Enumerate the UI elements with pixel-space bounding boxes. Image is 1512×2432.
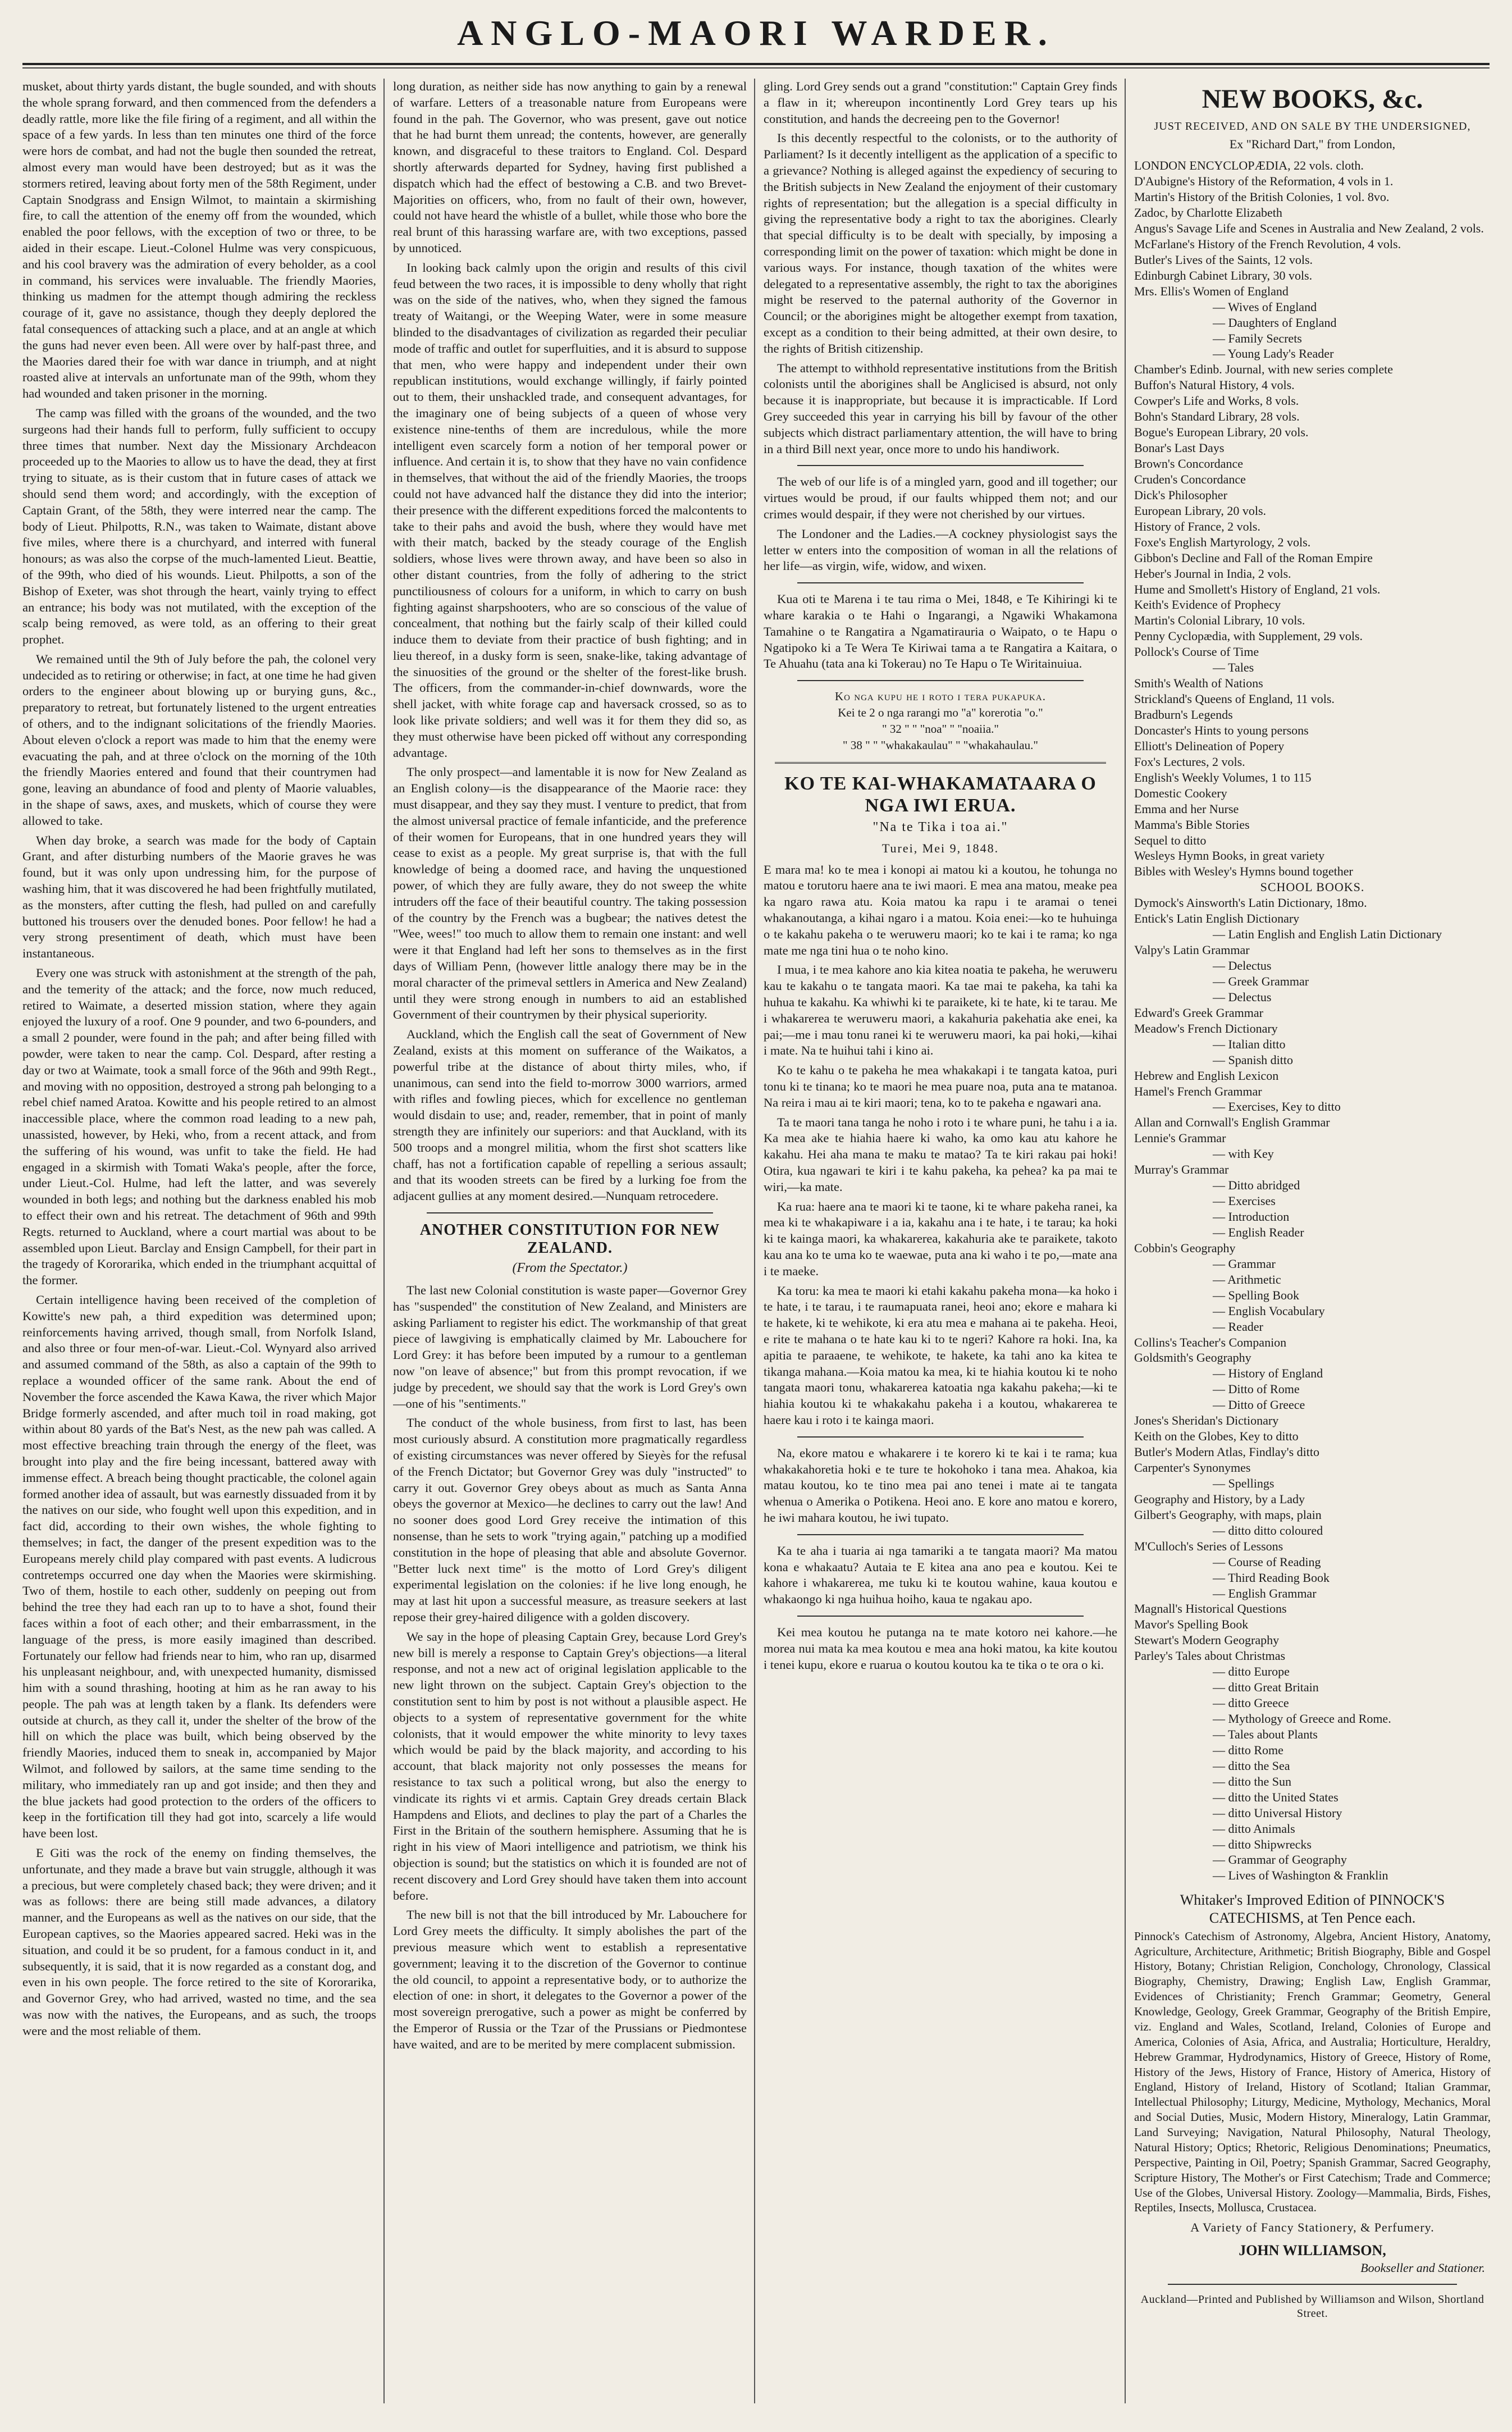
book-list-item: LONDON ENCYCLOPÆDIA, 22 vols. cloth. bbox=[1134, 158, 1364, 173]
book-list-item: Foxe's English Martyrology, 2 vols. bbox=[1134, 535, 1311, 549]
book-list-item: — Greek Grammar bbox=[1213, 974, 1309, 988]
article-paragraph: Is this decently respectful to the colonists, or to the authority of Parliament? Is it decently intelligent as the application of a specific to a grievance? Nothing is alleged against the expediency of securing to the British subjects in New Zealand the enjoyment of their customary rights of representation; but the allegation is a special difficulty in giving the representative body a right to tax the aborigines. Clearly that special difficulty is to be dealt with specially, by imposing a corresponding limit on the power of taxation: which might be done in various ways. For instance, though taxation of the whites were delegated to a representative assembly, the right to tax the aborigines might be reserved to the paternal authority of the Governor in Council; or the aborigines might be altogether exempt from taxation, except as a condition to their being admitted, at their own desire, to the rights of British citizenship. bbox=[764, 131, 1117, 355]
column-divider bbox=[383, 79, 385, 2403]
book-list-item: — Spellings bbox=[1213, 1476, 1275, 1490]
quote-paragraph: The web of our life is of a mingled yarn, good and ill together; our virtues would be proud, if our faults whipped them not; and our crimes would despair, if they were not cherished by our virtues. bbox=[764, 474, 1117, 521]
book-list-item: — English Vocabulary bbox=[1213, 1303, 1325, 1318]
stationery-note: A Variety of Fancy Stationery, & Perfumery. bbox=[1190, 2220, 1435, 2235]
book-list-item: Dick's Philosopher bbox=[1134, 487, 1227, 502]
book-list-item: D'Aubigne's History of the Reformation, 4 vols in 1. bbox=[1134, 174, 1394, 189]
book-list-item: — Wives of England bbox=[1213, 299, 1317, 314]
article-paragraph: When day broke, a search was made for the body of Captain Grant, and after disturbing numbers of the Maorie graves he was found, but it was only upon undressing him, for the purpose of washing him, that it was discovered he had been frightfully mutilated, as the monsters, after cutting the flesh, had pulled on and carefully buttoned his trousers over the denuded bones. Poor fellow! he had a very strong presentiment of death, which must have been instantaneous. bbox=[22, 833, 376, 961]
book-list-item: — Tales bbox=[1213, 660, 1254, 675]
section-divider bbox=[797, 1436, 1084, 1438]
masthead-rule bbox=[22, 63, 1490, 65]
book-list-item: Mrs. Ellis's Women of England bbox=[1134, 284, 1289, 298]
book-list-item: — ditto the United States bbox=[1213, 1790, 1339, 1804]
book-list-item: Martin's History of the British Colonies, 1 vol. 8vo. bbox=[1134, 190, 1390, 204]
book-list-item: Fox's Lectures, 2 vols. bbox=[1134, 754, 1245, 769]
book-list-item: Hume and Smollett's History of England, 21 vols. bbox=[1134, 582, 1381, 596]
book-list-item: Sequel to ditto bbox=[1134, 833, 1207, 847]
book-list-item: Domestic Cookery bbox=[1134, 786, 1227, 800]
book-list-item: — ditto the Sea bbox=[1213, 1758, 1290, 1773]
maori-paragraph: E mara ma! ko te mea i konopi ai matou ki a koutou, he tohunga no matou e torutoru haere ana te iwi maori. E mea ana matou, meake pea ka ngaro rawa atu. Koia matou ka rapu i te aramai o tenei whakanoutanga, a kihai ngaro i a matou. Koia enei:—ko te huhuinga o te kakahu pakeha o te weruweru maori; ko te kai i te rama; ko nga mate me nga tini hua o te noho kino. bbox=[764, 862, 1117, 957]
maori-paragraph: Kei mea koutou he putanga na te mate kotoro nei kahore.—he morea nui mata ka mea koutou e mea ana hoki matou, ka kite koutou i tenei kupu, ekore e ruarua o koutou koutou ka te tika o te ora o ki. bbox=[764, 1625, 1117, 1672]
book-list-item: — English Grammar bbox=[1213, 1586, 1317, 1600]
book-list-item: Entick's Latin English Dictionary bbox=[1134, 911, 1300, 926]
article-paragraph: In looking back calmly upon the origin and results of this civil feud between the two races, it is impossible to deny wholly that right was on the side of the natives, who, when they signed the famous treaty of Waitangi, or the Weeping Water, were in some measure blinded to the disadvantages of civilization as regarded their peculiar mode of traffic and outlet for superfluities, and it is absurd to suppose that men, who were happy and independent under their own republican institutions, would exchange willingly, if fairly pointed out to them, their unshackled trade, and consequent advantages, for the imaginary one of being subjects of a queen of whose very existence nine-tenths of them are incredulous, while the more intelligent even scarcely form a notion of her temporal power or influence. And certain it is, to show that they have no vain confidence in themselves, that without the aid of the friendly Maories, the troops could not have advanced half the distance they did into the interior; their presence with the different expeditions forced the malcontents to take to their pahs and avoid the bush, where they would have met with their match, backed by the steady courage of the English soldiers, whose lives were thrown away, and have been so also in other distant countries, from the folly of adhering to the strict punctiliousness of colours for a uniform, in which to carry on bush fighting against sharpshooters, who are so conscious of the value of concealment, that nothing but the fairly scalp of their killed could induce them to deviate from their practice of bush fighting; and in lieu thereof, in a dusky form is seen, snake-like, taking advantage of the sinuosities of the ground or the shelter of the forest-like brush. The officers, from the commander-in-chief downwards, wore the shell jacket, with white forage cap and haversack crossed, so as to look like private soldiers; and well was it for them they did so, as they must otherwise have been picked off without any corresponding advantage. bbox=[393, 260, 747, 760]
book-list-item: Hebrew and English Lexicon bbox=[1134, 1068, 1279, 1083]
article-paragraph: gling. Lord Grey sends out a grand "constitution:" Captain Grey finds a flaw in it; whereupon incontinently Lord Grey tears up his constitution, and hands the decreeing pen to the Governor! bbox=[764, 79, 1117, 126]
book-list-item: Bonar's Last Days bbox=[1134, 441, 1225, 455]
book-list-item: Cowper's Life and Works, 8 vols. bbox=[1134, 394, 1299, 408]
maori-paragraph: Ka te aha i tuaria ai nga tamariki a te tangata maori? Ma matou kona e whakaatu? Autaia te E kitea ana ano pea e koutou. Kei te kahore i whakarerea, me tuku ki te koutou wahine, kaua koutou e whakaongo ki nga huihua hoiho, kaua te ngakau apo. bbox=[764, 1543, 1117, 1607]
book-list-item: — Spanish ditto bbox=[1213, 1052, 1294, 1067]
book-list-item: Keith on the Globes, Key to ditto bbox=[1134, 1429, 1299, 1444]
book-list-item: Parley's Tales about Christmas bbox=[1134, 1649, 1286, 1663]
maori-motto: "Na te Tika i toa ai." bbox=[873, 819, 1008, 834]
masthead-rule-thin bbox=[22, 67, 1490, 69]
book-list-item: Carpenter's Synonymes bbox=[1134, 1461, 1251, 1475]
book-list-item: — ditto Great Britain bbox=[1213, 1680, 1319, 1695]
article-paragraph: The conduct of the whole business, from first to last, has been most curiously absurd. A constitution more pragmatically regardless of existing circumstances was never offered by Sieyès for the refusal of the French Dictator; but Governor Grey was duly "instructed" to carry it out. Governor Grey obeys about as much as Santa Anna obeys the governor at Mexico—he declines to carry out the law! And no sooner does good Lord Grey receive the intimation of this nonsense, than he sets to work "trying again," patching up a modified constitution in the hope of pleasing that able and absolute Governor. "Better luck next time" is the motto of Lord Grey's diligent experimental legislation on the colonies: if he live long enough, he may at last hit upon a successful measure, as treasure seekers at last repose their grey-haired diligence with a golden discovery. bbox=[393, 1416, 747, 1625]
errata-line: Kei te 2 o nga rarangi mo "a" korerotia "o." bbox=[838, 705, 1043, 719]
book-list-item: Zadoc, by Charlotte Elizabeth bbox=[1134, 206, 1282, 220]
book-list-item: — ditto Greece bbox=[1213, 1696, 1289, 1710]
book-list-item: — ditto the Sun bbox=[1213, 1774, 1291, 1788]
book-list-item: Bradburn's Legends bbox=[1134, 708, 1233, 722]
book-list-item: Edinburgh Cabinet Library, 30 vols. bbox=[1134, 268, 1313, 282]
maori-paragraph: Na, ekore matou e whakarere i te korero ki te kai i te rama; kua whakakahoretia hoki e te ture te hokohoko i tana mea. Ahakoa, kia matau koutou, ko te tino mea pai ano tenei i mate ai te tangata whenua o Amerika o Potikena. Heoi ano. E kore ano matou e korero, he iwi mahara koutou, he iwi tupato. bbox=[764, 1445, 1117, 1525]
book-list-item: Murray's Grammar bbox=[1134, 1162, 1229, 1177]
book-list-item: Bogue's European Library, 20 vols. bbox=[1134, 425, 1309, 440]
book-list-item: — Delectus bbox=[1213, 959, 1272, 973]
book-list-item: — Daughters of England bbox=[1213, 315, 1337, 330]
book-list-item: — ditto Universal History bbox=[1213, 1805, 1342, 1820]
book-list-item: — History of England bbox=[1213, 1366, 1323, 1381]
book-list-item: Dymock's Ainsworth's Latin Dictionary, 18mo. bbox=[1134, 896, 1367, 910]
book-list-item: — Introduction bbox=[1213, 1210, 1290, 1224]
book-list-item: — Family Secrets bbox=[1213, 331, 1302, 345]
article-title: ANOTHER CONSTITUTION FOR NEW ZEALAND. bbox=[419, 1221, 720, 1257]
book-list-item: — with Key bbox=[1213, 1147, 1274, 1161]
masthead bbox=[0, 0, 1512, 67]
printer-imprint: Auckland—Printed and Published by Williamson and Wilson, Shortland Street. bbox=[1140, 2293, 1484, 2320]
column-divider bbox=[1125, 79, 1126, 2403]
book-list-item: Keith's Evidence of Prophecy bbox=[1134, 597, 1281, 612]
book-list-item: Stewart's Modern Geography bbox=[1134, 1633, 1280, 1648]
book-list-item: Collins's Teacher's Companion bbox=[1134, 1335, 1287, 1349]
book-list-item: — Reader bbox=[1213, 1319, 1263, 1334]
article-paragraph: The new bill is not that the bill introduced by Mr. Labouchere for Lord Grey meets the difficulty. It simply abolishes the part of the previous measure which went to establish a representative government; leaving it to the discretion of the Governor to continue the old council, to appoint a representative body, or to authorize the election of one: in short, it delegates to the Governor a power of the most sovereign prerogative, such a power as might be conferred by the Emperor of Russia or the Tzar of the Prussians or Piedmontese have waited, and are to be merited by mere complacent submission. bbox=[393, 1908, 747, 2051]
book-list-item: English's Weekly Volumes, 1 to 115 bbox=[1134, 770, 1312, 784]
book-list-item: Butler's Modern Atlas, Findlay's ditto bbox=[1134, 1445, 1319, 1459]
book-list-item: Lennie's Grammar bbox=[1134, 1131, 1226, 1146]
book-list-item: — Mythology of Greece and Rome. bbox=[1213, 1712, 1391, 1726]
book-list-item: Gibbon's Decline and Fall of the Roman Empire bbox=[1134, 550, 1373, 565]
newspaper-title: ANGLO-MAORI WARDER. bbox=[457, 13, 1055, 53]
seller-role: Bookseller and Stationer. bbox=[1360, 2260, 1485, 2275]
seller-name: JOHN WILLIAMSON, bbox=[1239, 2242, 1386, 2259]
column-divider bbox=[754, 79, 755, 2403]
article-paragraph: We say in the hope of pleasing Captain Grey, because Lord Grey's new bill is merely a response to Captain Grey's objections—a literal response, and not a new act of original legislation applicable to the new light thrown on the subject. Captain Grey's objection to the constitution sent to him by post is not without a plausible aspect. He objects to a system of representative government for the white colonists, that it would empower the white minority to levy taxes which would be paid by the black majority, and according to his account, that black majority not only possesses the means for resistance to tax such a political wrong, but also the energy to vindicate its rights vi et armis. Captain Grey dreads certain Black Hampdens and Eliots, and declines to play the part of a Charles the First in the Britain of the southern hemisphere. Assuming that he is right in his view of Maori intelligence and patriotism, we think his objection is sound; but the statistics on which it is founded are not of recent discovery and Lord Grey should have taken them into account before. bbox=[393, 1629, 747, 1902]
book-list-item: — Course of Reading bbox=[1213, 1554, 1321, 1569]
book-list-item: Edward's Greek Grammar bbox=[1134, 1005, 1263, 1020]
book-list-item: Angus's Savage Life and Scenes in Australia and New Zealand, 2 vols. bbox=[1134, 221, 1484, 235]
book-list-item: — Grammar of Geography bbox=[1213, 1852, 1347, 1867]
article-paragraph: long duration, as neither side has now anything to gain by a renewal of warfare. Letters of a treasonable nature from Europeans were found in the pah. The Governor, who was present, gave out notice that he had burnt them unread; the contents, however, are generally known, and disgraceful to these traitors to England. Col. Despard shortly afterwards departed for Sydney, having first published a dispatch which had the effect of bestowing a C.B. and two Brevet-Majorities on officers, who, from no fault of their own, however, could not have heard the whistle of a bullet, while those who bore the real brunt of this harassing warfare are, with two exceptions, passed by unnoticed. bbox=[393, 79, 747, 255]
section-divider bbox=[797, 680, 1084, 681]
book-list-item: SCHOOL BOOKS. bbox=[1260, 880, 1365, 895]
book-list-item: Buffon's Natural History, 4 vols. bbox=[1134, 378, 1295, 393]
book-list-item: — Third Reading Book bbox=[1213, 1570, 1330, 1585]
advert-title: NEW BOOKS, &c. bbox=[1202, 84, 1423, 114]
section-divider bbox=[797, 582, 1084, 583]
book-list-item: Smith's Wealth of Nations bbox=[1134, 676, 1263, 691]
article-paragraph: E Giti was the rock of the enemy on finding themselves, the unfortunate, and they made a brave but vain struggle, although it was a precious, but were completely chased back; they were driven; and it was as follows: there are being still made advances, a dilatory manner, and the Europeans as well as the natives on our side, that the European captives, so the Maories appeared sacred. Heki was in the situation, and could it be so prudent, for a famous conduct in it, and subsequently, it is said, that it is now regarded as a constant dog, and even in his own people. The force retired to the site of Kororarika, and Governor Grey, who had arrived, wasted no time, and the sea was now with the natives, the Europeans, and as such, the troops were and the most reliable of them. bbox=[22, 1846, 376, 2038]
maori-section-title: KO TE KAI-WHAKAMATAARA O NGA IWI ERUA. bbox=[784, 773, 1097, 816]
book-list-item: Martin's Colonial Library, 10 vols. bbox=[1134, 613, 1305, 628]
maori-paragraph: I mua, i te mea kahore ano kia kitea noatia te pakeha, he weruweru kau te kakahu o te tangata maori. Ka tae mai te pakeha, ka tahi ka huhua te kakahu. Ka whiwhi ki te paraikete, ki te hate, ki te tarau. Me i whakarerea te weruweru maori, a kakahuria pakehatia ake enei, ka pai;—me i mau tonu ranei ki te weruweru maori, ka pai hoki,—kihai i mate. Na te huihui tahi i kino ai. bbox=[764, 962, 1117, 1058]
column-4-advertisement bbox=[1134, 79, 1491, 2403]
book-list-item: Pollock's Course of Time bbox=[1134, 645, 1259, 659]
column-1 bbox=[22, 79, 376, 2403]
book-list-item: — Latin English and English Latin Dictionary bbox=[1213, 927, 1442, 942]
book-list-item: Magnall's Historical Questions bbox=[1134, 1601, 1287, 1616]
book-list-item: — ditto ditto coloured bbox=[1213, 1523, 1323, 1537]
article-paragraph: Auckland, which the English call the seat of Government of New Zealand, exists at this moment on sufferance of the Waikatos, a powerful tribe at the distance of about thirty miles, who, if unanimous, can send into the field to-morrow 3000 warriors, armed with rifles and fowling pieces, which for excellence no gentleman would disdain to use; and, reader, remember, that in point of manly strength they are infinitely our superiors: and that Auckland, with its 500 troops and a mongrel militia, whom the first shot scatters like chaff, has not a fortification capable of repelling a serious assault; and that its wooden streets can be fired by a lurking foe from the adjacent gullies at any moment desired.—Nunquam retrocedere. bbox=[393, 1027, 747, 1203]
book-list-item: — English Reader bbox=[1213, 1225, 1304, 1239]
maori-date: Turei, Mei 9, 1848. bbox=[881, 841, 999, 855]
book-list-item: Goldsmith's Geography bbox=[1134, 1350, 1251, 1365]
book-list-item: M'Culloch's Series of Lessons bbox=[1134, 1539, 1283, 1553]
book-list-item: — Ditto of Rome bbox=[1213, 1382, 1300, 1397]
book-list-item: — Arithmetic bbox=[1213, 1272, 1281, 1286]
book-list-item: Meadow's French Dictionary bbox=[1134, 1021, 1278, 1035]
book-list-item: — ditto Animals bbox=[1213, 1821, 1295, 1836]
book-list-item: Emma and her Nurse bbox=[1134, 801, 1239, 816]
section-divider bbox=[797, 465, 1084, 466]
book-list-item: — Young Lady's Reader bbox=[1213, 346, 1334, 361]
article-source: (From the Spectator.) bbox=[512, 1261, 628, 1276]
column-2 bbox=[393, 79, 747, 2403]
book-list-item: Doncaster's Hints to young persons bbox=[1134, 723, 1309, 737]
column-3 bbox=[764, 79, 1117, 2403]
errata-line: " 32 " " "noa" " "noaiia." bbox=[882, 722, 999, 736]
article-paragraph: The last new Colonial constitution is waste paper—Governor Grey has "suspended" the constitution of New Zealand, and Ministers are asking Parliament to register his edict. The workmanship of that great piece of lawgiving is emphatically claimed by Mr. Labouchere for Lord Grey: it has before been imputed by a rumour to a gentleman now "on leave of absence;" but from this prompt revocation, if we judge by precedent, we should say that the work is Lord Grey's own—one of his "sentiments." bbox=[393, 1283, 747, 1411]
book-list-item: — Italian ditto bbox=[1213, 1037, 1286, 1051]
book-list-item: — Exercises, Key to ditto bbox=[1213, 1099, 1341, 1114]
book-list-item: — Spelling Book bbox=[1213, 1288, 1300, 1302]
book-list-item: Penny Cyclopædia, with Supplement, 29 vols. bbox=[1134, 629, 1363, 644]
book-list-item: Strickland's Queens of England, 11 vols. bbox=[1134, 692, 1335, 706]
book-list-item: Elliott's Delineation of Popery bbox=[1134, 738, 1285, 753]
book-list-item: — Delectus bbox=[1213, 989, 1272, 1004]
book-list-item: — Grammar bbox=[1213, 1256, 1276, 1271]
advert-subtitle: JUST RECEIVED, AND ON SALE BY THE UNDERSIGNED, bbox=[1154, 120, 1471, 133]
book-list-item: Hamel's French Grammar bbox=[1134, 1084, 1262, 1098]
errata-header: Ko nga kupu he i roto i tera pukapuka. bbox=[835, 690, 1046, 704]
book-list-item: Brown's Concordance bbox=[1134, 457, 1243, 471]
book-list-item: — Exercises bbox=[1213, 1194, 1276, 1208]
marriage-notice: Kua oti te Marena i te tau rima o Mei, 1848, e Te Kihiringi ki te whare karakia o te Hahi o Ingarangi, a Ngawiki Whakamona Tamahine o te Rangatira a Ngamatirauria o Waipato, o te Hapu o Ngatipoko ki a Te Wera Te Kiriwai tama a te Rangatira a Kaitara, o Te Ahuahu (tata ana ki Tokerau) no Te Hapu o Te Wiritainuiua. bbox=[764, 592, 1117, 671]
pinnock-list: Pinnock's Catechism of Astronomy, Algebra, Ancient History, Anatomy, Agriculture, Architecture, Arithmetic; British Biography, Bible and Gospel History, Botany; Christian Religion, Conchology, Chronology, Classical Biography, Chemistry, Drawing; English Law, English Grammar, Evidences of Christianity; French Grammar; Geometry, General Knowledge, Geology, Greek Grammar, Geography of the British Empire, viz. England and Wales, Scotland, Ireland, Colonies of Europe and America, Colonies of Asia, Africa, and Australia; Horticulture, Heraldry, Hebrew Grammar, Hydrodynamics, History of Greece, History of Rome, History of the Jews, History of France, History of America, History of England, History of Ireland, History of Scotland; Italian Grammar, Intellectual Philosophy; Liturgy, Medicine, Mythology, Mechanics, Moral and Social Duties, Music, Modern History, Mineralogy, Latin Grammar, Land Surveying; Navigation, Natural Philosophy, Natural Theology, Natural History; Optics; Rhetoric, Religious Denominations; Pneumatics, Perspective, Painting in Oil, Poetry; Spanish Grammar, Sacred Geography, Scripture History, The Mother's or First Catechism; Trade and Commerce; Use of the Globes, Universal History. Zoology—Mammalia, Birds, Fishes, Reptiles, Insects, Mollusca, Crustacea. bbox=[1134, 1929, 1491, 2215]
book-list-item: Cruden's Concordance bbox=[1134, 472, 1246, 486]
book-list-item: — Ditto of Greece bbox=[1213, 1398, 1305, 1412]
book-list-item: — Lives of Washington & Franklin bbox=[1213, 1868, 1388, 1883]
book-list-item: Wesleys Hymn Books, in great variety bbox=[1134, 848, 1325, 863]
book-list-item: Mamma's Bible Stories bbox=[1134, 817, 1250, 832]
book-list-item: Gilbert's Geography, with maps, plain bbox=[1134, 1507, 1322, 1522]
book-list-item: — Tales about Plants bbox=[1213, 1727, 1318, 1741]
section-divider-double bbox=[775, 762, 1106, 764]
section-divider bbox=[797, 1616, 1084, 1617]
maori-paragraph: Ta te maori tana tanga he noho i roto i te whare puni, he tahu i a ia. Ka mea ake te hiahia haere ki waho, ka omo kau atu kahore he kakahu. Hei aha mana te maku te matao? Ta te kiri rakau pai hoki! Otira, kua ngawari te kiri i te kahu pakeha, ka peheа? ka pa mai te wiri,—ka mate. bbox=[764, 1115, 1117, 1194]
pinnock-heading: Whitaker's Improved Edition of PINNOCK'S CATECHISMS, at Ten Pence each. bbox=[1180, 1892, 1445, 1926]
maori-paragraph: Ko te kahu o te pakeha he mea whakakapi i te tangata katoa, puri tonu ki te tinana; ko te maori he mea puare noa, puta ana te matanoa. Na reira i mau ai te kiri maori; tena, ko to te pakeha e ngawari ana. bbox=[764, 1063, 1117, 1110]
book-list-item: European Library, 20 vols. bbox=[1134, 503, 1267, 518]
book-list-item: Jones's Sheridan's Dictionary bbox=[1134, 1413, 1279, 1428]
section-divider bbox=[427, 1212, 713, 1213]
maori-paragraph: Ka toru: ka mea te maori ki etahi kakahu pakeha mona—ka hoko i te hate, i te tarau, i te raumapuata ranei, heoi ano; ekore e mahara ki te hakete, ki te wehikote, ki era atu mea e mahana ai te pakeha. Heoi, e rite te mahana o te hate kau ki to te ngeri? Kahore ra hoki. Ina, ka apitia te paraaene, te wehikote, te hakete, ka tahi ano ka kitea te tikanga mahana.—Koia matou ka mea, ki te hiahia koutou ki te noho tangata maori tonu, whakarerea katoatia nga kakahu pakeha;—ki te hiahia koutou ki te whakakahu pakeha i a koutou, whakarerea te haere kau i roto i te kainga maori. bbox=[764, 1283, 1117, 1427]
book-list-item: McFarlane's History of the French Revolution, 4 vols. bbox=[1134, 236, 1401, 251]
errata-block bbox=[764, 689, 1117, 753]
book-list-item: Allan and Cornwall's English Grammar bbox=[1134, 1115, 1330, 1130]
book-list-item: — ditto Shipwrecks bbox=[1213, 1837, 1312, 1851]
section-divider bbox=[1168, 2284, 1457, 2285]
anecdote-paragraph: The Londoner and the Ladies.—A cockney physiologist says the letter w enters into the composition of woman in all the relations of her life—as virgin, wife, widow, and wixen. bbox=[764, 526, 1117, 573]
article-paragraph: Certain intelligence having been received of the completion of Kowitte's new pah, a third expedition was determined upon; reinforcements having arrived, though small, from Norfolk Island, and also three or four men-of-war. Lieut.-Col. Wynyard also arrived and assumed command of the 58th, as also a captain of the 99th to replace a wounded officer of the same rank. About the end of November the force ascended the Kawa Kawa, the river which Major Bridge formerly ascended, and after much toil in road making, got within about 80 yards of the Bat's Nest, as the new pah was called. A most effective breaching train through the energy of the fleet, was brought into play and the fire being incessant, battered away with immense effect. A breach being thought practicable, the colonel again formed another idea of assault, but was earnestly dissuaded from it by the natives on our side, who fought well upon this expedition, and in fact did, according to their own wishes, the whole fighting to themselves; in fact, the danger of the present expedition was to the Europeans merely child play compared with past events. A ludicrous contretemps occurred one day when the Maories were skirmishing. Two of them, hostile to each other, suddenly on peeping out from behind the tree they had each ran up to to have a shot, found their faces within a foot of each other; and their embarrassment, in the language of the press, is more easily imagined than described. Fortunately our fellow had friends near to him, who ran up, disarmed his unpleasant neighbour, and, with unexpected humanity, dismissed him with a sound thrashing, hooting at him as he ran away to his people. The pah was at length taken by a flank. Its defenders were outside at church, as they call it, under the shelter of the brow of the hill on which the place was built, which being observed by the friendly Maories, induced them to sneak in, accompanied by Major Wilmot, and followed by sailors, at the same time sending to the military, who immediately ran up and got inside; and then they and the blue jackets had good protection to the orders of the officers to keep in the fortification till they had got into, scarcely a life would have been lost. bbox=[22, 1292, 376, 1841]
article-paragraph: The attempt to withhold representative institutions from the British colonists until the aborigines shall be Anglicised is absurd, not only because it is inappropriate, but because it is impracticable. If Lord Grey succeeded this year in carrying his bill by favour of the other subjects which distract parliamentary attention, the will have to bring in a third Bill next year, once more to undo his handiwork. bbox=[764, 361, 1117, 456]
book-list-item: Valpy's Latin Grammar bbox=[1134, 943, 1250, 957]
maori-paragraph: Ka rua: haere ana te maori ki te taone, ki te whare pakeha ranei, ka mea ki te whakapiware i a ia, kakahu ana i te hate, i te tarau; ka hoki ki te kainga maori, ka whakarerea, kakahuria ake te paraikete, takoto kau ana ko te uma ko te waewae, puta ana ki waho i te po,—mate ana i te maeke. bbox=[764, 1199, 1117, 1278]
article-paragraph: The only prospect—and lamentable it is now for New Zealand as an English colony—is the disappearance of the Maorie race: they must disappear, and they say they must. I venture to predict, that from the almost universal practice of female infanticide, and the preference of their women for Europeans, that in one hundred years they will cease to exist as a people. My great surprise is, that with the full knowledge of being a doomed race, and having the unquestioned power, of which they are fully aware, they do not sweep the white intruders off the face of their beautiful country. The taking possession of the country by the French was a bugbear; the natives detest the "Wee, wees!" too much to allow them to remain one instant: and well were it that England had left her sons to themselves as in the first days of William Penn, (however little analogy there may be in the moral character of the primeval settlers in America and New Zealand) until they were strong enough in numbers to aid an established Government of their countrymen by their physical superiority. bbox=[393, 765, 747, 1022]
article-paragraph: Every one was struck with astonishment at the strength of the pah, and the temerity of the attack; and the force, now much reduced, retired to Waimate, a deserted mission station, where they again enjoyed the luxury of a roof. One 9 pounder, and two 6-pounders, and a small 2 pounder, were found in the pah; and after being filled with powder, were taken to near the camp. Col. Despard, after resting a day or two at Waimate, took a small force of the 96th and 99th Regt., and moving with no opposition, destroyed a strong pah belonging to a rebel chief named Aratoa. Kowitte and his people retired to an almost inaccessible place, where the common road leading to a new pah, unassisted, however, by Heki, who, from a recent attack, and from the suffering of his wound, was unfit to take the field. He had engaged in a skirmish with Tomati Waka's people, after the force, under Lieut.-Col. Hulme, had left the latter, and was severely wounded in both legs; and nothing but the darkness enabled his mob to effect their own and his retreat. The detachment of 96th and 99th Regts. returned to Auckland, where a court martial was about to be assembled upon Lieut. Barclay and Ensign Campbell, for their part in the tragedy of Kororarika, which ended in the triumphant acquittal of the former. bbox=[22, 966, 376, 1288]
book-list-item: — Ditto abridged bbox=[1213, 1178, 1300, 1193]
advert-ship: Ex "Richard Dart," from London, bbox=[1229, 137, 1396, 152]
article-paragraph: We remained until the 9th of July before the pah, the colonel very undecided as to retiring or otherwise; in fact, at one time he had given orders to the engineer about blowing up or burying guns, &c., preparatory to retreat, but fortunately listened to the urgent entreaties of others, and to the indignant solicitations of the friendly Maories. About eleven o'clock a report was made to him that the enemy were evacuating the pah, and at three o'clock on the morning of the 10th the friendly Maories entered and found that their countrymen had gone, leaving an abundance of food and plenty of Maorie valuables, in the shape of saws, axes, and muskets, which of course they were allowed to take. bbox=[22, 651, 376, 828]
book-list-item: — ditto Europe bbox=[1213, 1664, 1290, 1679]
book-list-item: Mavor's Spelling Book bbox=[1134, 1617, 1249, 1632]
book-list-item: Bibles with Wesley's Hymns bound together bbox=[1134, 864, 1353, 879]
book-list bbox=[1134, 158, 1491, 1883]
errata-line: " 38 " " "whakakaulau" " "whakahaulau." bbox=[843, 738, 1038, 752]
book-list-item: Cobbin's Geography bbox=[1134, 1240, 1236, 1255]
book-list-item: Bohn's Standard Library, 28 vols. bbox=[1134, 409, 1300, 424]
book-list-item: Chamber's Edinb. Journal, with new series complete bbox=[1134, 362, 1393, 377]
book-list-item: Butler's Lives of the Saints, 12 vols. bbox=[1134, 252, 1313, 267]
book-list-item: Heber's Journal in India, 2 vols. bbox=[1134, 566, 1291, 581]
article-paragraph: musket, about thirty yards distant, the bugle sounded, and with shouts the whole sprang forward, and then commenced from the defenders a deadly rattle, more like the file firing of a regiment, and all within the space of a few yards. In less than ten minutes one third of the force were hors de combat, and had not the bugle then sounded the retreat, almost every man would have been destroyed; but as it was the stormers retired, leaving about forty men of the 58th Regiment, under Captain Snodgrass and Ensign Wilmot, to maintain a skirmishing fire, to call the attention of the enemy off from the wounded, which enabled the poor fellows, with the exception of two or three, to be aided in their escape. Lieut.-Colonel Hulme was very conspicuous, and his cool bravery was the admiration of every beholder, as a cool in command, his services were invaluable. The friendly Maories, thinking us madmen for the attempt though admiring the reckless courage of it, gave no assistance, though they deeply deplored the fatal consequences of attacking such a place, and at an angle at which the guns had never even been. All were over by half-past three, and the Maories dared their foe with war dance in triumph, and at night roasted alive at intervals an unfortunate man of the 99th, whom they had wounded and taken prisoner in the morning. bbox=[22, 79, 376, 401]
book-list-item: — ditto Rome bbox=[1213, 1742, 1283, 1757]
article-paragraph: The camp was filled with the groans of the wounded, and the two surgeons had their hands full to perform, fully sufficient to occupy three times that number. Next day the Missionary Archdeacon proceeded up to the Maories to allow us to have the dead, they at first trying to situate, as is their custom that in future cases of attack we should send them word; and accordingly, with the exception of Captain Grant, of the 58th, they were interred near the camp. The body of Lieut. Philpotts, R.N., was taken to Waimate, distant above five miles, where there is a churchyard, and interred with funeral honours; as was also the corpse of the much-lamented Lieut. Beattie, of the 99th, who died of his wounds. Lieut. Philpotts, a son of the Bishop of Exeter, was shot through the heart, vainly trying to effect an entrance; his body was not mutilated, with the exception of the scalp being removed, as were told, as an offering to their great prophet. bbox=[22, 405, 376, 647]
section-divider bbox=[797, 1534, 1084, 1535]
book-list-item: History of France, 2 vols. bbox=[1134, 519, 1260, 533]
book-list-item: Geography and History, by a Lady bbox=[1134, 1491, 1305, 1506]
